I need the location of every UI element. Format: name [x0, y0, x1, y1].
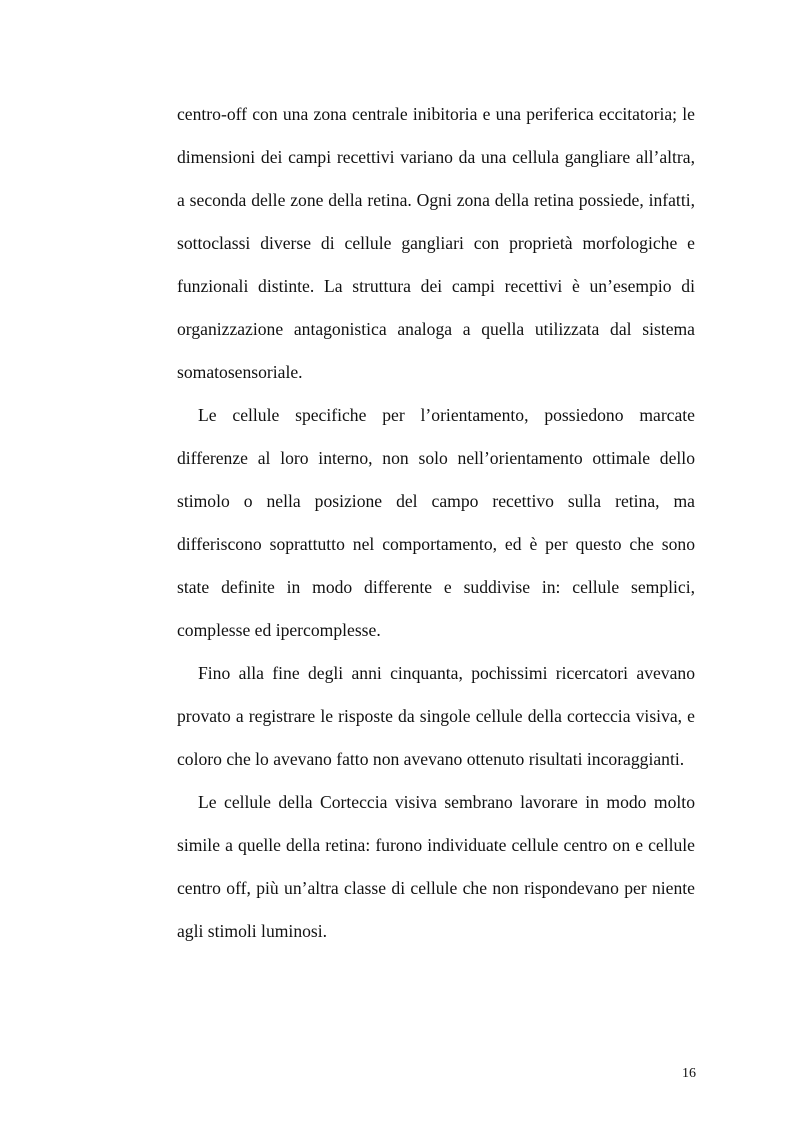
paragraph-visual-cortex-cells: Le cellule della Corteccia visiva sembrano lavorare in modo molto simile a quelle della retina: furono individuate cellule centro on e cellule centro off, più un’altra classe di cellule che non rispondevano per niente agli stimoli luminosi.: [177, 792, 695, 941]
paragraph-orientation-cells: Le cellule specifiche per l’orientamento, possiedono marcate differenze al loro interno, non solo nell’orientamento ottimale dello stimolo o nella posizione del campo recettivo sulla retina, ma differiscono soprattutto nel comportamento, ed è per questo che sono state definite in modo differente e suddivise in: cellule semplici, complesse ed ipercomplesse.: [177, 405, 695, 640]
paragraph-continuation: centro-off con una zona centrale inibitoria e una periferica eccitatoria; le dimensioni dei campi recettivi variano da una cellula gangliare all’altra, a seconda delle zone della retina. Ogni zona della retina possiede, infatti, sottoclassi diverse di cellule gangliari con proprietà morfologiche e funzionali distinte. La struttura dei campi recettivi è un’esempio di organizzazione antagonistica analoga a quella utilizzata dal sistema somatosensoriale.: [177, 104, 695, 382]
page-number: 16: [682, 1066, 696, 1081]
body-text: [177, 93, 695, 953]
paragraph-fifties-research: Fino alla fine degli anni cinquanta, pochissimi ricercatori avevano provato a registrare le risposte da singole cellule della corteccia visiva, e coloro che lo avevano fatto non avevano ottenuto risultati incoraggianti.: [177, 663, 695, 769]
